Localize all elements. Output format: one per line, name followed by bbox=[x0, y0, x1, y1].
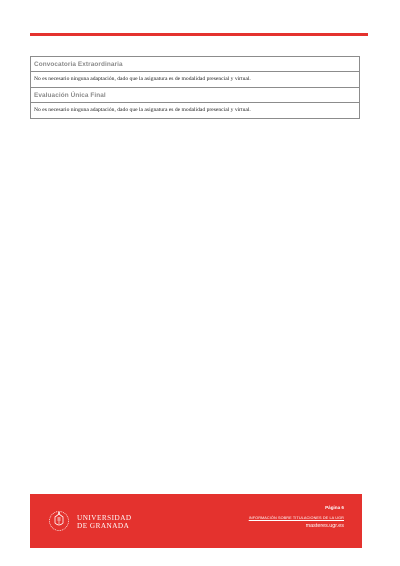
university-name-line2: DE GRANADA bbox=[77, 522, 130, 530]
content-table bbox=[30, 56, 360, 119]
section-heading-evaluacion-unica: Evaluación Única Final bbox=[31, 88, 359, 103]
page-footer bbox=[30, 494, 362, 548]
section-heading-extraordinaria: Convocatoria Extraordinaria bbox=[31, 57, 359, 72]
section-text-extraordinaria: No es necesario ninguna adaptación, dado que la asignatura es de modalidad presencial y virtual. bbox=[31, 72, 359, 88]
site-link[interactable]: masteres.ugr.es bbox=[305, 523, 344, 529]
page-number: Página 6 bbox=[325, 505, 344, 510]
section-text-evaluacion-unica: No es necesario ninguna adaptación, dado que la asignatura es de modalidad presencial y virtual. bbox=[34, 107, 251, 113]
university-seal-icon bbox=[48, 509, 70, 533]
university-name bbox=[77, 514, 132, 530]
info-link[interactable]: INFORMACIÓN SOBRE TITULACIONES DE LA UGR bbox=[248, 516, 344, 520]
university-name-line1: UNIVERSIDAD bbox=[77, 514, 132, 522]
top-red-rule bbox=[30, 33, 368, 36]
